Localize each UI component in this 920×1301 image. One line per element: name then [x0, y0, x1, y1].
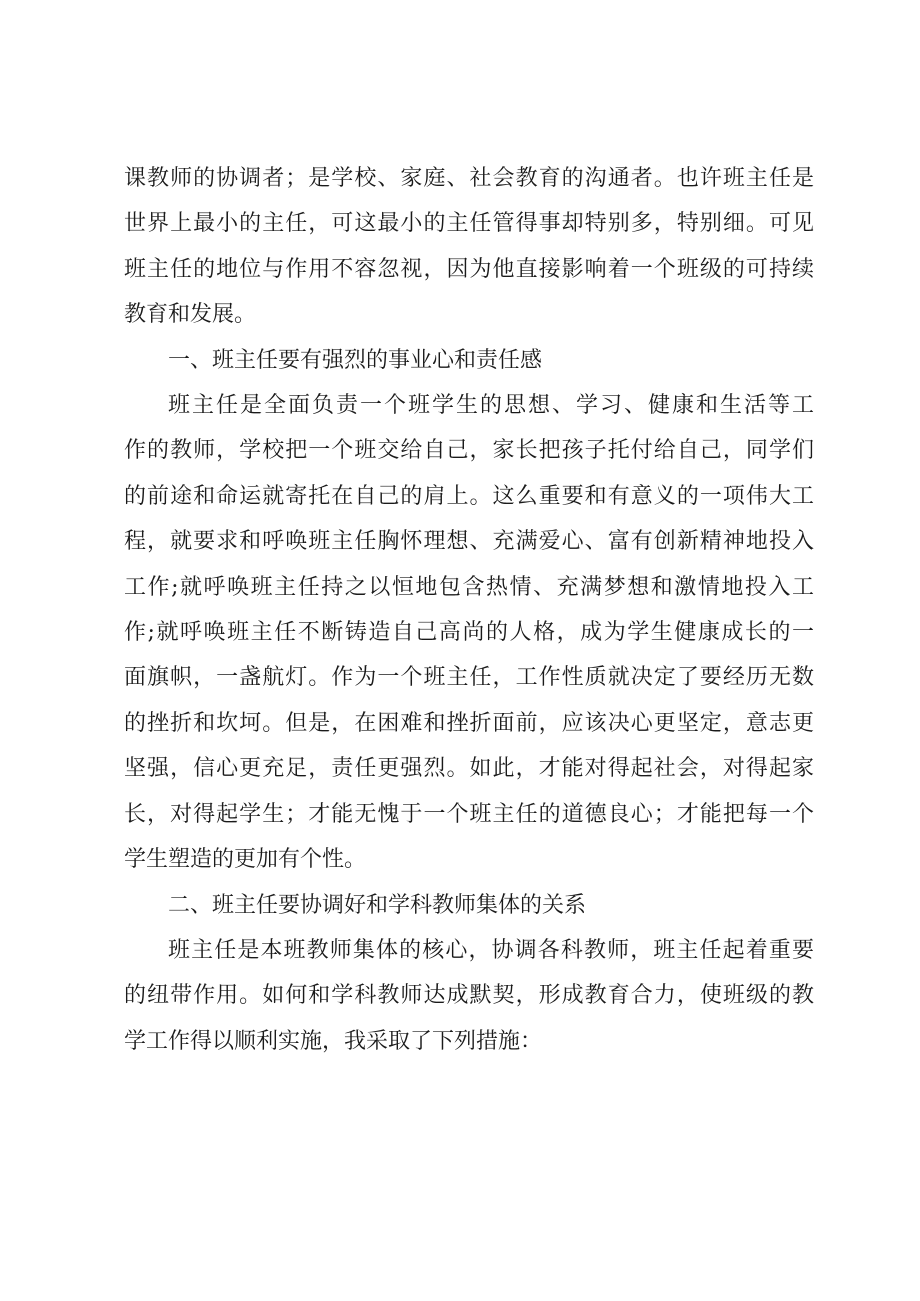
text-line: 班主任是本班教师集体的核心，协调各科教师，班主任起着重要 — [168, 937, 814, 963]
text-line: 课教师的协调者；是学校、家庭、社会教育的沟通者。也许班主任是 — [124, 166, 814, 191]
text-line: 作的教师，学校把一个班交给自己，家长把孩子托付给自己，同学们 — [124, 438, 814, 464]
text-line: 学生塑造的更加有个性。 — [124, 847, 367, 873]
text-line: 世界上最小的主任，可这最小的主任管得事却特别多，特别细。可见 — [124, 211, 814, 237]
heading-text: 一、班主任要有强烈的事业心和责任感 — [168, 347, 543, 373]
text-line: 面旗帜，一盏航灯。作为一个班主任，工作性质就决定了要经历无数 — [124, 665, 814, 691]
text-line: 工作;就呼唤班主任持之以恒地包含热情、充满梦想和激情地投入工 — [124, 574, 814, 600]
heading-text: 二、班主任要协调好和学科教师集体的关系 — [168, 892, 587, 918]
text-line: 班主任是全面负责一个班学生的思想、学习、健康和生活等工 — [168, 393, 814, 419]
text-line: 程，就要求和呼唤班主任胸怀理想、充满爱心、富有创新精神地投入 — [124, 529, 814, 555]
paragraph-body-1 — [124, 383, 814, 882]
paragraph-body-2 — [124, 928, 814, 1064]
section-heading-2 — [124, 883, 814, 928]
text-line: 作;就呼唤班主任不断铸造自己高尚的人格，成为学生健康成长的一 — [124, 620, 814, 646]
section-heading-1 — [124, 338, 814, 383]
paragraph-continuation — [124, 156, 814, 338]
text-line: 教育和发展。 — [124, 302, 257, 328]
text-line: 的挫折和坎坷。但是，在困难和挫折面前，应该决心更坚定，意志更 — [124, 710, 814, 736]
text-line: 班主任的地位与作用不容忽视，因为他直接影响着一个班级的可持续 — [124, 256, 814, 282]
text-line: 的纽带作用。如何和学科教师达成默契，形成教育合力，使班级的教 — [124, 983, 814, 1009]
document-body — [124, 156, 814, 1064]
text-line: 坚强，信心更充足，责任更强烈。如此，才能对得起社会，对得起家 — [124, 756, 814, 782]
text-line: 学工作得以顺利实施，我采取了下列措施： — [124, 1028, 543, 1054]
text-line: 长，对得起学生；才能无愧于一个班主任的道德良心；才能把每一个 — [124, 801, 814, 827]
text-line: 的前途和命运就寄托在自己的肩上。这么重要和有意义的一项伟大工 — [124, 483, 814, 509]
